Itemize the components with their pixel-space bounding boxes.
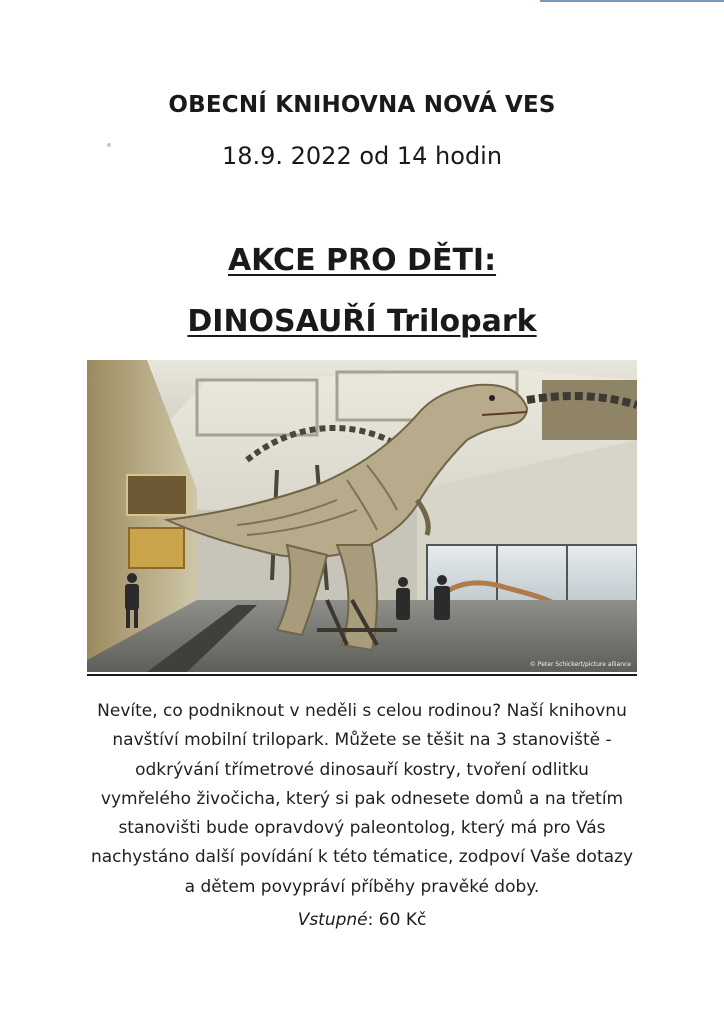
entry-fee: [0, 910, 724, 930]
wall-painting: [127, 475, 187, 515]
headline-line-2: [0, 304, 724, 339]
organizer-title: OBECNÍ KNIHOVNA NOVÁ VES: [168, 92, 556, 118]
headline-line-1-text: AKCE PRO DĚTI:: [227, 243, 497, 278]
entry-fee-label: Vstupné: [297, 910, 368, 930]
entry-fee-separator: :: [367, 910, 374, 930]
photo-underline: [87, 674, 637, 676]
headline-line-2-text: DINOSAUŘÍ Trilopark: [187, 304, 537, 339]
photo-credit: © Peter Schickert/picture alliance: [529, 661, 631, 668]
scan-edge-line: [540, 0, 724, 2]
dinosaur-museum-photo: [87, 360, 637, 672]
entry-fee-price: 60 Kč: [378, 910, 427, 930]
event-description: Nevíte, co podniknout v neděli s celou rodinou? Naší knihovnu navštíví mobilní trilopark. Můžete se těšit na 3 stanoviště - odkrývání třímetrové dinosauří kostry, tvoření odlitku vymřelého živočicha, který si pak odnesete domů a na třetím stanovišti bude opravdový paleontolog, který má pro Vás nachystáno další povídání k této tématice, zodpoví Vaše dotazy a dětem povypráví příběhy pravěké doby.: [90, 701, 634, 897]
event-date: 18.9. 2022 od 14 hodin: [221, 142, 503, 170]
museum-hall-illustration: [87, 360, 637, 672]
headline-line-1: [0, 243, 724, 278]
